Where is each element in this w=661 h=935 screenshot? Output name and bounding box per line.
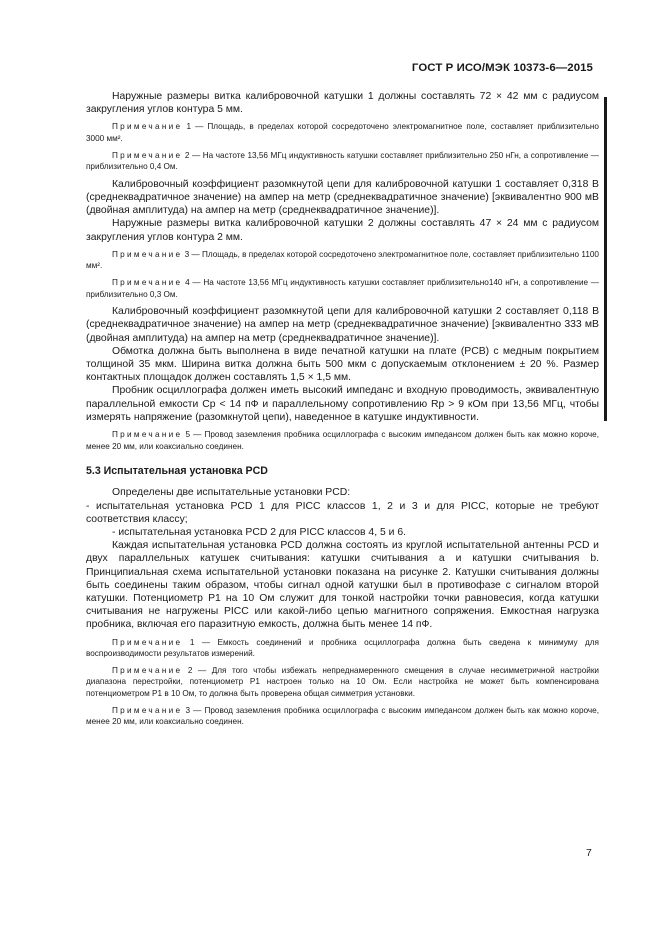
page-number: 7 [586,848,592,859]
paragraph: Пробник осциллографа должен иметь высокий импеданс и входную проводимость, эквивалентную параллельной емкости Cp < 14 пФ и параллельному сопротивлению Rp > 9 кОм при 13,56 МГц, чтобы измерять напряжение (разомкнутой цепи), наведенное в катушке индуктивности. [86,385,599,423]
note-label: Примечание [112,122,183,132]
note-text: 2 — Для того чтобы избежать непреднамеренного смещения в случае несимметричной настройки диапазона перестройки, потенциометр P1 настроен только на 10 Ом. Если настройка не может быть компенсирована потенциометром P1 в 10 Ом, то должна быть проверена общая симметрия установки. [86,665,599,698]
note [86,665,599,700]
note-text: 5 — Провод заземления пробника осциллографа с высоким импедансом должен быть как можно короче, менее 20 мм, или коаксиально соединен. [86,430,599,451]
change-bar [604,97,607,421]
note-label: Примечание [112,277,183,287]
section-heading: 5.3 Испытательная установка PCD [86,465,268,478]
note [86,121,599,144]
note-label: Примечание [112,705,183,715]
note-label: Примечание [112,637,183,647]
note [86,150,599,173]
note-text: 1 — Площадь, в пределах которой сосредоточено электромагнитное поле, составляет приблизительно 3000 мм². [86,122,599,143]
list-item: - испытательная установка PCD 1 для PICC классов 1, 2 и 3 и для PICC, которые не требуют соответствия классу; [86,500,599,525]
paragraph: Наружные размеры витка калибровочной катушки 1 должны составлять 72 × 42 мм с радиусом закругления углов контура 5 мм. [86,91,599,116]
paragraph: Обмотка должна быть выполнена в виде печатной катушки на плате (PCB) с медным покрытием толщиной 35 мкм. Ширина витка должна быть 500 мкм с допускаемым отклонением ± 20 %. Размер контактных площадок должен составлять 1,5 × 1,5 мм. [86,345,599,384]
note-label: Примечание [112,150,183,160]
paragraph: Калибровочный коэффициент разомкнутой цепи для калибровочной катушки 1 составляет 0,318 В (среднеквадратичное значение) на ампер на метр (среднеквадратичное значение) [эквивалентно 900 мВ (двойная амплитуда) на ампер на метр (среднеквадратичное значение)]. [86,178,599,217]
document-header-code: ГОСТ Р ИСО/МЭК 10373-6—2015 [411,62,593,74]
paragraph: Каждая испытательная установка PCD должна состоять из круглой испытательной антенны PCD и двух параллельных катушек считывания: катушки считывания a и катушки считывания b. Принципиальная схема испытательной установки показана на рисунке 2. Катушки считывания должны быть соединены таким образом, чтобы сигнал одной катушки был в противофазе с сигналом второй катушки. Потенциометр P1 на 10 Ом служит для тонкой настройки точки равновесия, когда катушки считывания не нагружены PICC или какой-либо цепью магнитного сопряжения. Емкостная нагрузка пробника, включая его паразитную емкость, должна быть менее 14 пФ. [86,540,599,631]
note [86,705,599,728]
note-text: 4 — На частоте 13,56 МГц индуктивность катушки составляет приблизительно140 нГн, а сопротивление — приблизительно 0,3 Ом. [86,277,599,299]
note [86,637,599,660]
list-item: - испытательная установка PCD 2 для PICC классов 4, 5 и 6. [112,527,407,538]
paragraph: Определены две испытательные установки PCD: [112,487,351,499]
note [86,429,599,452]
paragraph: Наружные размеры витка калибровочной катушки 2 должны составлять 47 × 24 мм с радиусом закругления углов контура 2 мм. [86,218,599,243]
note [86,249,599,272]
note-text: 1 — Емкость соединений и пробника осциллографа должна быть сведена к минимуму для воспроизводимости результатов измерений. [86,637,599,659]
note [86,277,599,300]
note-text: 3 — Площадь, в пределах которой сосредоточено электромагнитное поле, составляет приблизительно 1100 мм². [86,249,599,271]
note-label: Примечание [112,249,183,259]
page-content [86,90,599,733]
note-text: 3 — Провод заземления пробника осциллографа с высоким импедансом должен быть как можно короче, менее 20 мм, или коаксиально соединен. [86,705,599,727]
note-text: 2 — На частоте 13,56 МГц индуктивность катушки составляет приблизительно 250 нГн, а сопротивление — приблизительно 0,4 Ом. [86,150,599,172]
paragraph: Калибровочный коэффициент разомкнутой цепи для калибровочной катушки 2 составляет 0,118 В (среднеквадратичное значение) на ампер на метр (среднеквадратичное значение) [эквивалентно 333 мВ (двойная амплитуда) на ампер на метр (среднеквадратичное значение)]. [86,306,599,344]
note-label: Примечание [112,665,183,675]
note-label: Примечание [112,430,183,439]
